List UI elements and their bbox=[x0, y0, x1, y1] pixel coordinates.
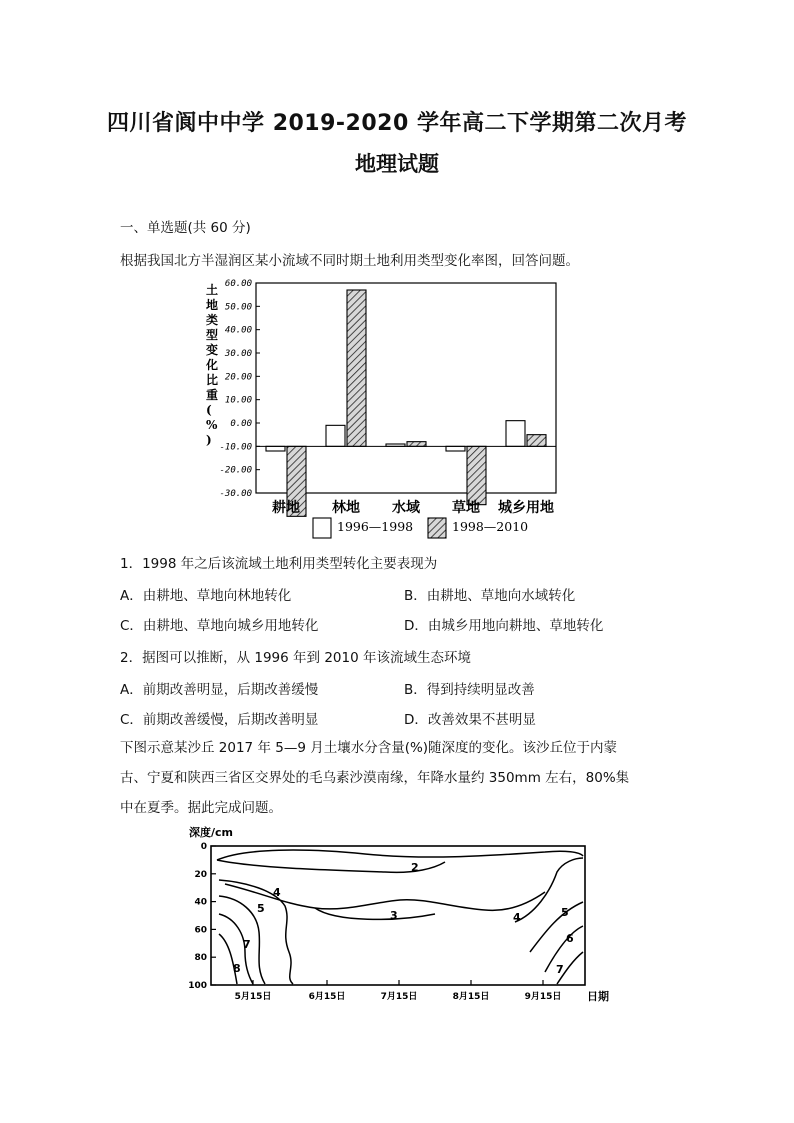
q1-option-c: C．由耕地、草地向城乡用地转化 bbox=[120, 618, 319, 634]
y-tick-label: 30.00 bbox=[224, 349, 252, 359]
contour-label-6: 6 bbox=[566, 932, 574, 945]
bar-s1-0 bbox=[266, 446, 285, 451]
q1-option-d: D．由城乡用地向耕地、草地转化 bbox=[404, 618, 604, 634]
intro-paragraph-2: 下图示意某沙丘 2017 年 5—9 月土壤水分含量(%)随深度的变化。该沙丘位于内蒙古、宁夏和陕西三省区交界处的毛乌素沙漠南缘，年降水量约 350mm 左右，80%集中在夏季。据此完成问题。 bbox=[120, 740, 630, 816]
y-axis-label: 土地类型变化比重( % ) bbox=[206, 283, 219, 447]
contour-label-3: 3 bbox=[390, 909, 398, 922]
category-label: 林地 bbox=[332, 500, 360, 516]
bar-s1-4 bbox=[506, 421, 525, 447]
contour-label-4-left: 4 bbox=[273, 886, 281, 899]
q2-option-b: B．得到持续明显改善 bbox=[404, 682, 535, 698]
depth-tick-label: 60 bbox=[194, 925, 207, 936]
y-tick-label: 0.00 bbox=[230, 419, 252, 429]
legend-label-1996-1998: 1996—1998 bbox=[337, 519, 414, 534]
date-tick-label: 6月15日 bbox=[308, 992, 346, 1002]
date-tick-label: 9月15日 bbox=[524, 992, 562, 1002]
bar-s1-3 bbox=[446, 446, 465, 451]
section-heading: 一、单选题(共 60 分) bbox=[120, 220, 251, 236]
bar-s2-2 bbox=[407, 442, 426, 447]
y-tick-label: 10.00 bbox=[224, 395, 252, 406]
depth-tick-label: 20 bbox=[194, 869, 207, 880]
legend-label-1998-2010: 1998—2010 bbox=[452, 519, 529, 534]
contour-label-2: 2 bbox=[411, 861, 419, 874]
y-tick-label: -30.00 bbox=[219, 489, 252, 499]
y-tick-label: 20.00 bbox=[224, 372, 252, 383]
land-use-change-chart bbox=[196, 270, 616, 540]
contour-label-7-right: 7 bbox=[556, 963, 564, 976]
category-label: 草地 bbox=[452, 500, 480, 516]
depth-tick-label: 80 bbox=[194, 953, 207, 964]
bar-s2-1 bbox=[347, 290, 366, 446]
contour-label-4-right: 4 bbox=[513, 911, 521, 924]
contour-label-8: 8 bbox=[233, 962, 241, 975]
y-tick-label: -10.00 bbox=[219, 442, 252, 453]
y-tick-label: 60.00 bbox=[224, 279, 252, 289]
depth-tick-label: 0 bbox=[200, 842, 207, 852]
document-title: 四川省阆中中学 2019-2020 学年高二下学期第二次月考 bbox=[107, 111, 687, 136]
q2-option-a: A．前期改善明显，后期改善缓慢 bbox=[120, 682, 319, 698]
depth-axis-label: 深度/cm bbox=[189, 826, 233, 839]
date-tick-label: 7月15日 bbox=[380, 992, 418, 1002]
question-2-stem: 2．据图可以推断，从 1996 年到 2010 年该流域生态环境 bbox=[120, 650, 471, 666]
y-tick-label: 50.00 bbox=[224, 302, 252, 313]
date-tick-label: 5月15日 bbox=[234, 992, 272, 1002]
bar-s2-4 bbox=[527, 435, 546, 447]
legend-swatch-1998-2010 bbox=[428, 518, 446, 538]
category-label: 耕地 bbox=[272, 500, 300, 516]
category-label: 城乡用地 bbox=[498, 500, 554, 516]
question-1-stem: 1．1998 年之后该流域土地利用类型转化主要表现为 bbox=[120, 556, 438, 572]
contour-label-7-left: 7 bbox=[243, 938, 251, 951]
contour-label-5-right: 5 bbox=[561, 906, 569, 919]
q2-option-d: D．改善效果不甚明显 bbox=[404, 712, 536, 728]
soil-moisture-contour-chart bbox=[185, 822, 615, 1007]
bar-s2-3 bbox=[467, 446, 486, 504]
date-tick-label: 8月15日 bbox=[452, 992, 490, 1002]
depth-tick-label: 100 bbox=[188, 981, 207, 991]
y-tick-label: 40.00 bbox=[224, 325, 252, 336]
y-tick-label: -20.00 bbox=[219, 465, 252, 476]
document-subtitle: 地理试题 bbox=[355, 152, 439, 176]
q1-option-a: A．由耕地、草地向林地转化 bbox=[120, 588, 292, 604]
legend-swatch-1996-1998 bbox=[313, 518, 331, 538]
contour-label-5-left: 5 bbox=[257, 902, 265, 915]
bar-s1-1 bbox=[326, 425, 345, 446]
depth-tick-label: 40 bbox=[194, 897, 207, 908]
q2-option-c: C．前期改善缓慢，后期改善明显 bbox=[120, 712, 319, 728]
category-label: 水域 bbox=[392, 500, 420, 516]
intro-paragraph-1: 根据我国北方半湿润区某小流域不同时期土地利用类型变化率图，回答问题。 bbox=[120, 253, 579, 269]
date-axis-label: 日期 bbox=[587, 990, 609, 1003]
q1-option-b: B．由耕地、草地向水域转化 bbox=[404, 588, 576, 604]
